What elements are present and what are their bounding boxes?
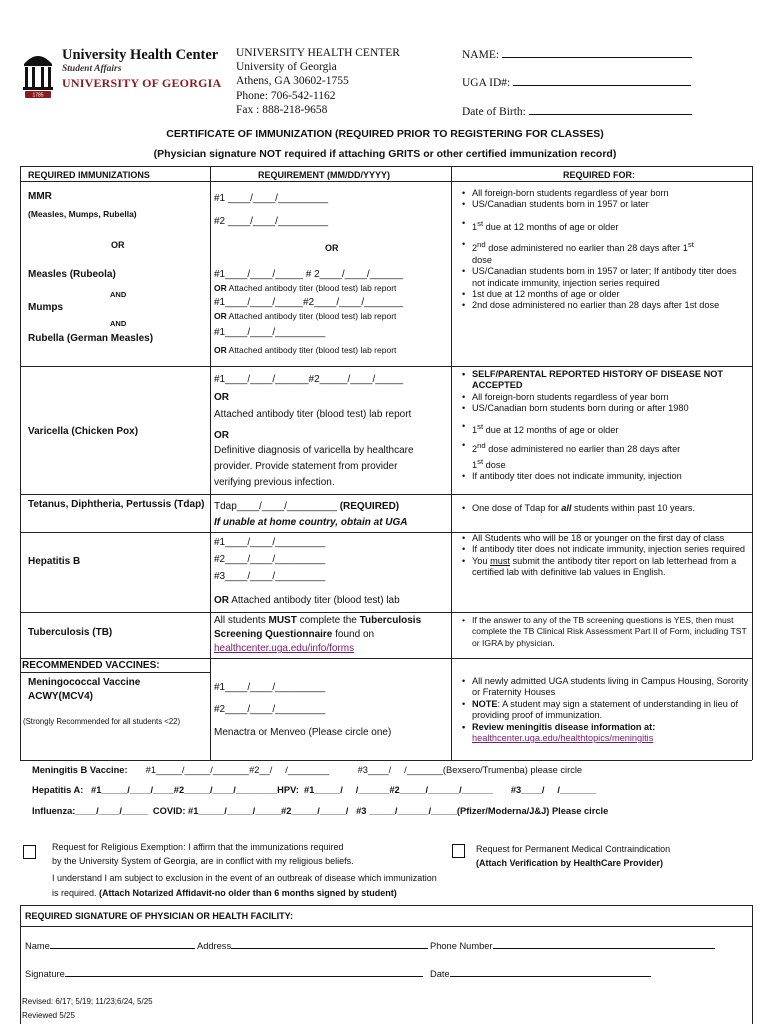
address-block [236, 46, 400, 117]
religious-exemption-text: Request for Religious Exemption: I affirm that the immunizations required by the University System of Georgia, are in conflict with my religious beliefs. [52, 842, 354, 866]
form-subtitle: (Physician signature NOT required if attaching GRITS or other certified immunization record) [153, 148, 617, 160]
uga-id-field[interactable] [462, 74, 691, 89]
mumps-dose-field[interactable]: #1____/____/_____#2____/____/_______ [214, 297, 404, 308]
tdap-requirements [462, 503, 750, 514]
mumps-titer-option: OR Attached antibody titer (blood test) lab report [214, 311, 397, 321]
rubella-dose-field[interactable]: #1____/____/_________ [214, 327, 326, 338]
list-item: • US/Canadian students born in 1957 or later [462, 199, 750, 210]
measles-titer-option: OR Attached antibody titer (blood test) lab report [214, 283, 397, 293]
list-item: • US/Canadian students born in 1957 or later; If antibody titer does not indicate immunity, injection series required [462, 266, 750, 289]
meningitis-info-link[interactable]: healthcenter.uga.edu/healthtopics/meningitis [472, 733, 654, 744]
col-header-immunizations: REQUIRED IMMUNIZATIONS [28, 170, 150, 180]
form-title: CERTIFICATE OF IMMUNIZATION (REQUIRED PRIOR TO REGISTERING FOR CLASSES) [166, 128, 604, 140]
mumps-label: Mumps [28, 302, 63, 313]
menacwy-dose2-field[interactable]: #2____/____/_________ [214, 704, 326, 715]
uga-id-label: UGA ID#: [462, 77, 511, 89]
address-line: Fax : 888-218-9658 [236, 103, 328, 116]
mmr-dose2-field[interactable]: #2 ____/____/_________ [214, 216, 329, 227]
signature-date-field[interactable]: Date [430, 965, 651, 981]
address-line: University of Georgia [236, 61, 337, 74]
list-item: • SELF/PARENTAL REPORTED HISTORY OF DISEASE NOT ACCEPTED [462, 369, 750, 392]
menacwy-note: (Strongly Recommended for all students <22) [23, 717, 181, 726]
tdap-label: Tetanus, Diphtheria, Pertussis (Tdap) [28, 499, 205, 510]
varicella-requirements [462, 369, 750, 482]
physician-address-field[interactable]: Address [197, 937, 428, 953]
and-label: AND [110, 319, 127, 328]
tb-label: Tuberculosis (TB) [28, 627, 113, 638]
list-item: • 1st due at 12 months of age or older [462, 421, 750, 436]
revised-note: Revised: 6/17; 5/19; 11/23;6/24, 5/25 [22, 997, 153, 1006]
logo-badge: 1785 [32, 92, 44, 98]
mmr-dose1-field[interactable]: #1 ____/____/_________ [214, 193, 329, 204]
list-item: • If antibody titer does not indicate immunity, injection series required [462, 544, 750, 555]
and-label: AND [110, 290, 127, 299]
varicella-dose-field[interactable]: #1____/____/______#2_____/____/_____ [214, 374, 404, 385]
address-line: Phone: 706-542-1162 [236, 89, 336, 102]
menacwy-dose1-field[interactable]: #1____/____/_________ [214, 682, 326, 693]
menacwy-label-2: ACWY(MCV4) [28, 691, 93, 702]
address-line: Athens, GA 30602-1755 [236, 75, 349, 88]
dob-field[interactable] [462, 103, 692, 118]
mmr-requirements [462, 188, 750, 312]
varicella-or: OR [214, 392, 229, 403]
varicella-titer-option: Attached antibody titer (blood test) lab report [214, 409, 412, 420]
physician-name-field[interactable]: Name [25, 937, 195, 953]
mmr-label: MMR [28, 191, 52, 202]
recommended-header: RECOMMENDED VACCINES: [22, 660, 160, 671]
tb-requirements [462, 615, 750, 649]
menacwy-brand-choice[interactable]: Menactra or Menveo (Please circle one) [214, 727, 392, 738]
flu-covid-line[interactable]: Influenza:____/____/_____ COVID: #1_____/_____/_____#2_____/_____/ #3 _____/______/_____(Pfizer/Moderna/J&J) Please circle [32, 806, 609, 816]
hepb-dose1-field[interactable]: #1____/____/_________ [214, 537, 326, 548]
list-item: • All foreign-born students regardless of year born [462, 392, 750, 403]
list-item: • 1st due at 12 months of age or older [462, 289, 750, 300]
logo-text [62, 48, 221, 90]
hepb-dose3-field[interactable]: #3____/____/_________ [214, 571, 326, 582]
exclusion-statement: I understand I am subject to exclusion in the event of an outbreak of disease which immunization is required. (Attach Notarized Affidavit-no older than 6 months signed by student) [52, 873, 437, 898]
physician-phone-field[interactable]: Phone Number [430, 937, 715, 953]
mmr-or-middle: OR [325, 243, 339, 253]
hepb-requirements [462, 533, 750, 579]
tdap-dose-field[interactable]: Tdap____/____/_________ (REQUIRED) [214, 501, 400, 512]
signature-header: REQUIRED SIGNATURE OF PHYSICIAN OR HEALTH FACILITY: [25, 911, 294, 921]
tdap-note: If unable at home country, obtain at UGA [214, 517, 408, 528]
list-item: • You must submit the antibody titer report on lab letterhead from a certified lab with definitive lab values in English. [462, 556, 750, 579]
list-item: • 2nd dose administered no earlier than 28 days after 1st dose [462, 440, 750, 471]
menb-line[interactable]: Meningitis B Vaccine: #1_____/_____/_______#2__/ /________ #3____/ /_______(Bexsero/Trumenba) please circle [32, 765, 583, 775]
mmr-sub: (Measles, Mumps, Rubella) [28, 209, 137, 219]
list-item: • US/Canadian born students born during or after 1980 [462, 403, 750, 414]
mmr-or-left: OR [111, 240, 125, 250]
list-item: • All Students who will be 18 or younger on the first day of class [462, 533, 750, 544]
name-field[interactable] [462, 46, 692, 61]
religious-exemption-checkbox[interactable] [23, 845, 36, 859]
hepb-label: Hepatitis B [28, 556, 81, 567]
col-header-required-for: REQUIRED FOR: [563, 170, 635, 180]
list-item: • If antibody titer does not indicate immunity, injection [462, 471, 750, 482]
varicella-label: Varicella (Chicken Pox) [28, 426, 139, 437]
measles-dose-field[interactable]: #1____/____/_____ # 2____/____/______ [214, 269, 404, 280]
reviewed-note: Reviewed 5/25 [22, 1011, 75, 1020]
name-label: NAME: [462, 49, 500, 61]
physician-signature-field[interactable]: Signature [25, 965, 423, 981]
list-item: • 1st due at 12 months of age or older [462, 218, 750, 233]
hepb-titer-option: OR Attached antibody titer (blood test) lab [214, 595, 400, 606]
medical-contraindication-checkbox[interactable] [452, 844, 465, 858]
menacwy-label: Meningococcal Vaccine [28, 677, 141, 688]
list-item: • All foreign-born students regardless of year born [462, 188, 750, 199]
list-item: • One dose of Tdap for all students within past 10 years. [462, 503, 750, 514]
logo-title: University Health Center [62, 47, 219, 63]
menacwy-requirements [462, 676, 750, 744]
uga-arch-logo [22, 46, 54, 98]
rubella-label: Rubella (German Measles) [28, 333, 154, 344]
hepb-dose2-field[interactable]: #2____/____/_________ [214, 554, 326, 565]
medical-contraindication-text: Request for Permanent Medical Contraindication (Attach Verification by HealthCare Provider) [476, 844, 671, 868]
list-item: • If the answer to any of the TB screening questions is YES, then must complete the TB Clinical Risk Assessment Part II of Form, including TST or IGRA by physician. [462, 615, 750, 649]
measles-label: Measles (Rubeola) [28, 269, 116, 280]
col-header-requirement: REQUIREMENT (MM/DD/YYYY) [258, 170, 391, 180]
list-item: • 2nd dose administered no earlier than 28 days after 1st dose [462, 239, 750, 266]
list-item: • All newly admitted UGA students living in Campus Housing, Sorority or Fraternity Houses [462, 676, 750, 699]
tb-forms-link[interactable]: healthcenter.uga.edu/info/forms [214, 643, 355, 654]
hepa-hpv-line[interactable]: Hepatitis A: #1_____/____/____#2_____/____/________HPV: #1_____/ /______#2_____/______/______ #3____/ /_______ [32, 785, 597, 795]
logo-subtitle: Student Affairs [62, 64, 122, 74]
varicella-diagnosis-option: Definitive diagnosis of varicella by healthcare provider. Provide statement from provider verifying previous infection. [214, 445, 414, 488]
rubella-titer-option: OR Attached antibody titer (blood test) lab report [214, 345, 397, 355]
address-line: UNIVERSITY HEALTH CENTER [236, 47, 400, 59]
dob-label: Date of Birth: [462, 106, 526, 118]
list-item: • NOTE: A student may sign a statement of understanding in lieu of providing proof of immunization. [462, 699, 750, 722]
tb-requirement: All students MUST complete the Tuberculosis Screening Questionnaire found on healthcenter.uga.edu/info/forms [214, 615, 422, 654]
logo-university: UNIVERSITY OF GEORGIA [62, 76, 222, 90]
list-item: • Review meningitis disease information at: [462, 722, 750, 733]
varicella-or: OR [214, 430, 229, 441]
list-item: • 2nd dose administered no earlier than 28 days after 1st dose [462, 300, 750, 311]
